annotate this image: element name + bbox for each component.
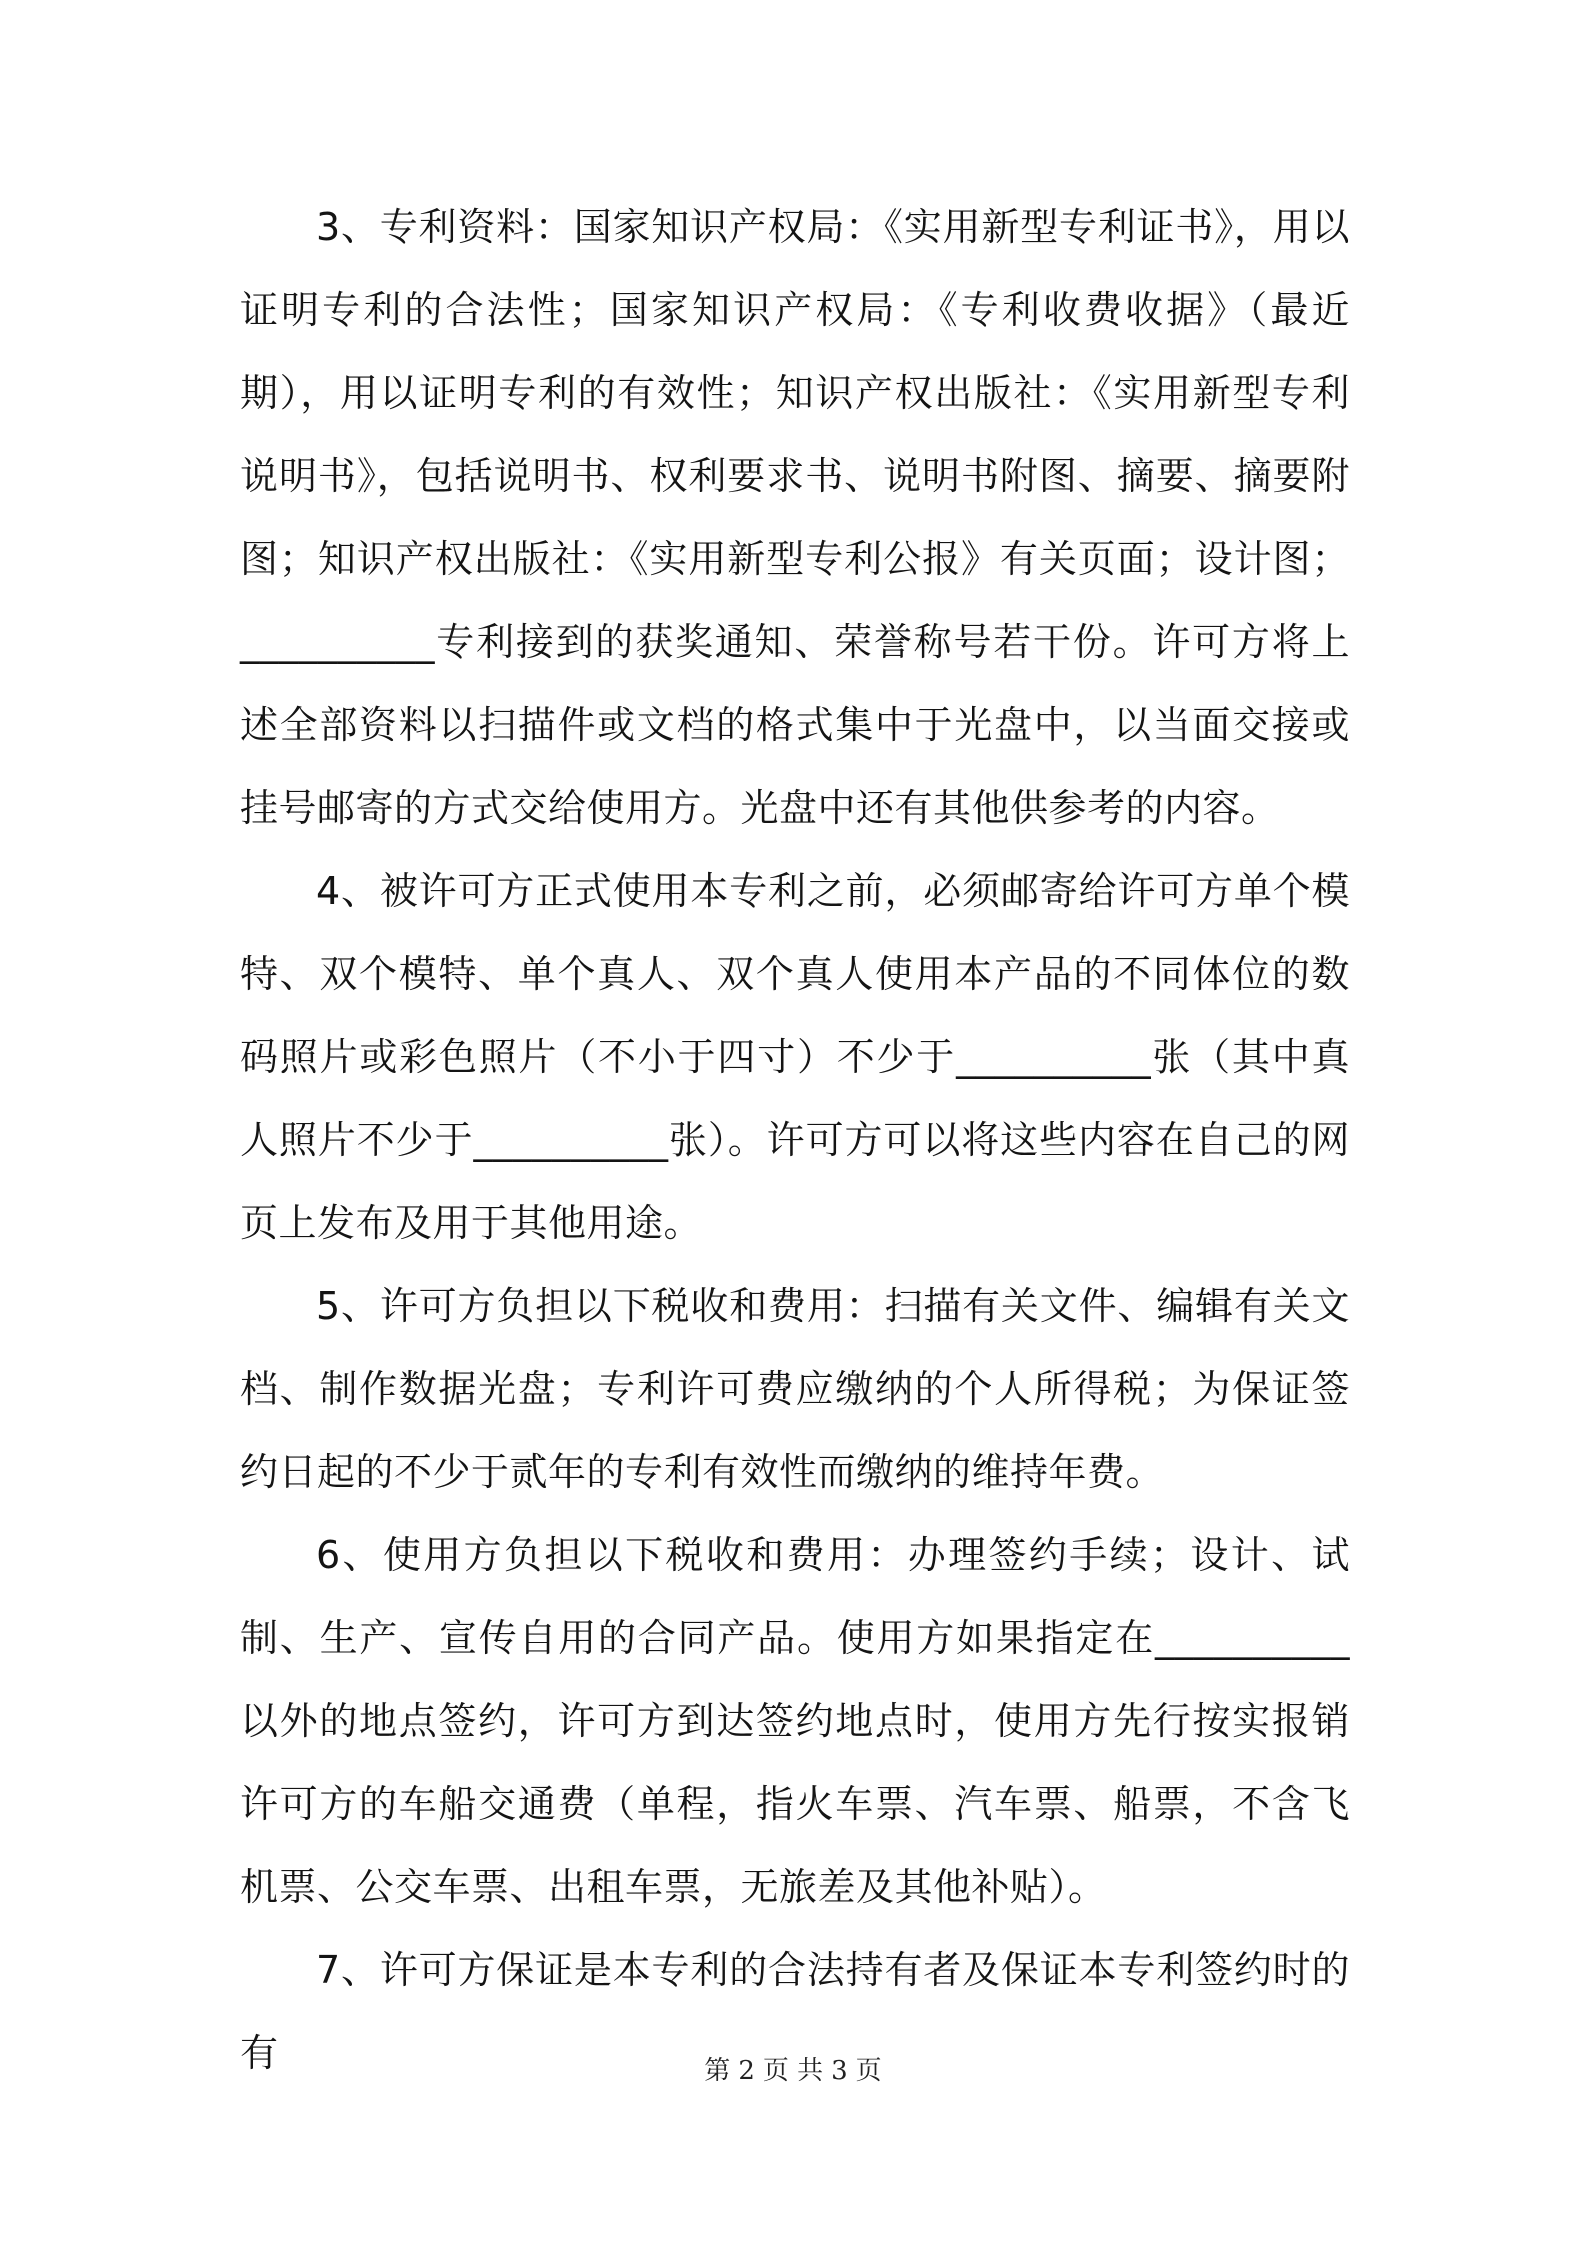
footer-current-page: 2 — [738, 2056, 755, 2086]
paragraph-4: 4、被许可方正式使用本专利之前，必须邮寄给许可方单个模特、双个模特、单个真人、双个真人使用本产品的不同体位的数码照片或彩色照片（不小于四寸）不少于__________张（其中真人照片不少于__________张）。许可方可以将这些内容在自己的网页上发布及用于其他用途。 — [240, 869, 1350, 1245]
footer-prefix: 第 — [704, 2056, 731, 2086]
paragraph-5: 5、许可方负担以下税收和费用：扫描有关文件、编辑有关文档、制作数据光盘；专利许可费应缴纳的个人所得税；为保证签约日起的不少于贰年的专利有效性而缴纳的维持年费。 — [240, 1284, 1350, 1494]
footer-total-pages: 3 — [831, 2056, 848, 2086]
page-footer — [0, 2050, 1586, 2087]
paragraph-3: 3、专利资料：国家知识产权局：《实用新型专利证书》，用以证明专利的合法性；国家知识产权局：《专利收费收据》（最近期），用以证明专利的有效性；知识产权出版社：《实用新型专利说明书》，包括说明书、权利要求书、说明书附图、摘要、摘要附图；知识产权出版社：《实用新型专利公报》有关页面；设计图；__________专利接到的获奖通知、荣誉称号若干份。许可方将上述全部资料以扫描件或文档的格式集中于光盘中，以当面交接或挂号邮寄的方式交给使用方。光盘中还有其他供参考的内容。 — [240, 205, 1350, 830]
footer-suffix: 页 — [855, 2056, 882, 2086]
footer-mid: 页 共 — [762, 2056, 824, 2086]
paragraph-7: 7、许可方保证是本专利的合法持有者及保证本专利签约时的有 — [240, 1948, 1350, 2075]
document-body — [240, 186, 1350, 2095]
paragraph-6: 6、使用方负担以下税收和费用：办理签约手续；设计、试制、生产、宣传自用的合同产品。使用方如果指定在__________以外的地点签约，许可方到达签约地点时，使用方先行按实报销许可方的车船交通费（单程，指火车票、汽车票、船票，不含飞机票、公交车票、出租车票，无旅差及其他补贴）。 — [240, 1533, 1350, 1909]
